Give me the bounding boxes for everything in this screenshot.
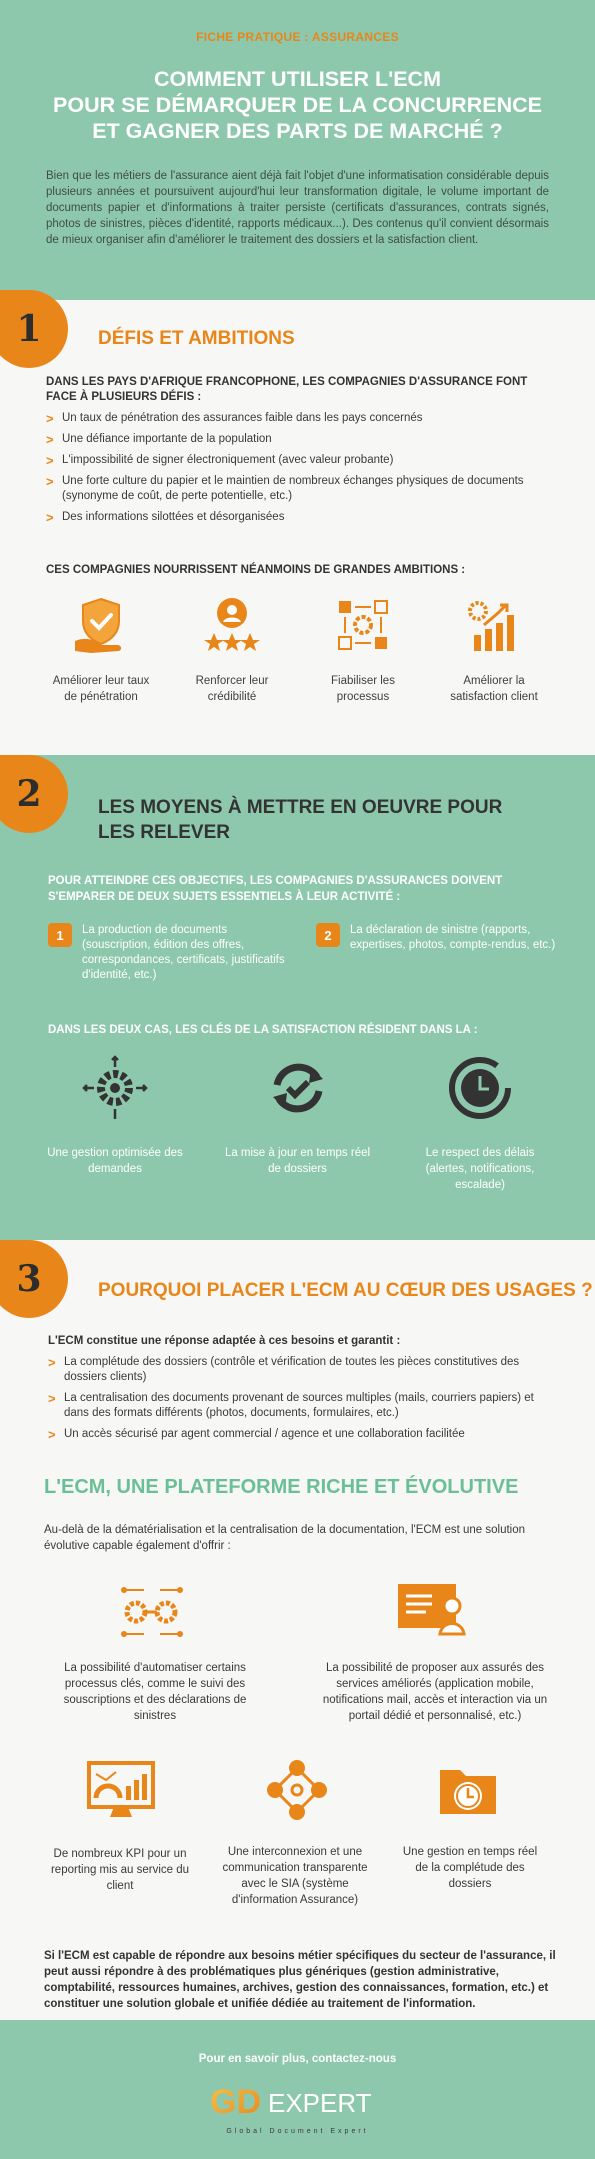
logo-tagline: Global Document Expert: [226, 2128, 369, 2135]
ambition-item: Fiabiliser les processus: [308, 595, 418, 705]
header-section: [0, 0, 595, 300]
page-title: [0, 66, 595, 144]
ambition-item: Améliorer leur taux de pénétration: [46, 595, 156, 705]
number-badge: 2: [316, 923, 340, 947]
title-line-1: COMMENT UTILISER L'ECM: [154, 67, 441, 91]
section-number-1: 1: [0, 290, 68, 368]
footer-section: [0, 2020, 595, 2159]
svg-text:GD: GD: [209, 2083, 261, 2121]
presentation-board-icon: [396, 1580, 468, 1636]
ambition-item: Renforcer leur crédibilité: [177, 595, 287, 705]
platform-intro: Au-delà de la dématérialisation et la centralisation de la documentation, l'ECM est une solution évolutive capable également d'offrir :: [44, 1524, 526, 1552]
arrow-bullet-icon: >: [46, 453, 54, 468]
shield-hand-icon: [71, 595, 131, 655]
automation-gears-icon: [120, 1580, 184, 1644]
network-nodes-icon: [265, 1758, 329, 1822]
svg-text:EXPERT: EXPERT: [267, 2088, 372, 2118]
section-defis: [0, 300, 595, 755]
feature-completeness: Une gestion en temps réel de la complétude des dossiers: [402, 1846, 538, 1890]
section-pourquoi: [0, 1240, 595, 2020]
arrow-bullet-icon: >: [46, 510, 54, 525]
section-3-subtitle: L'ECM constitue une réponse adaptée à ces besoins et garantit :: [48, 1335, 401, 1347]
list-item: > Une forte culture du papier et le maintien de nombreux échanges physiques de documents (synonyme de coût, de perte potentielle, etc.): [46, 474, 524, 502]
key-item: La mise à jour en temps réel de dossiers: [223, 1055, 373, 1193]
user-stars-icon: [202, 595, 262, 655]
number-badge: 1: [48, 923, 72, 947]
challenge-list: [46, 411, 555, 525]
list-item: > Des informations silottées et désorganisées: [46, 510, 285, 525]
section-1-title: DÉFIS ET AMBITIONS: [98, 328, 295, 349]
key-item: Une gestion optimisée des demandes: [40, 1055, 190, 1193]
intro-paragraph: Bien que les métiers de l'assurance aient déjà fait l'objet d'une informatisation considérable depuis plusieurs années et poursuivent aujourd'hui leur transformation digitale, le volume important de documents papier et d'informations à traiter persiste (certificats d'assurances, contrats signés, photos de sinistres, pièces d'identité, rapports médicaux...). Des contenus qu'il convient désormais de mieux organiser afin d'améliorer le traitement des dossiers et la satisfaction client.: [46, 170, 549, 246]
list-item: > La centralisation des documents provenant de sources multiples (mails, courriers papiers) et dans des formats différents (photos, documents, formulaires, etc.): [48, 1391, 534, 1419]
feature-kpi: De nombreux KPI pour un reporting mis au service du client: [50, 1848, 190, 1892]
title-line-2: POUR SE DÉMARQUER DE LA CONCURRENCE: [53, 93, 542, 117]
section-2-title: LES MOYENS À METTRE EN OEUVRE POUR LES RELEVER: [98, 797, 503, 843]
arrow-bullet-icon: >: [46, 411, 54, 426]
keys-icons: [40, 1055, 555, 1193]
kpi-monitor-icon: [86, 1760, 156, 1820]
platform-title: L'ECM, UNE PLATEFORME RICHE ET ÉVOLUTIVE: [44, 1476, 519, 1498]
logo-image: [208, 2081, 388, 2121]
growth-chart-icon: [464, 595, 524, 655]
list-item: > Une défiance importante de la population: [46, 432, 272, 447]
gdexpert-logo[interactable]: [198, 2081, 398, 2135]
list-item: > Un taux de pénétration des assurances faible dans les pays concernés: [46, 411, 423, 426]
arrow-bullet-icon: >: [46, 432, 54, 447]
feature-services: La possibilité de proposer aux assurés des services améliorés (application mobile, notifications mail, accès et interaction via un portail dédié et personnalisé, etc.): [322, 1662, 548, 1722]
ambitions-title: CES COMPAGNIES NOURRISSENT NÉANMOINS DE GRANDES AMBITIONS :: [46, 564, 466, 576]
contact-cta[interactable]: Pour en savoir plus, contactez-nous: [198, 2053, 397, 2065]
feature-interconnection: Une interconnexion et une communication transparente avec le SIA (système d'information Assurance): [222, 1846, 368, 1906]
arrow-bullet-icon: >: [48, 1391, 56, 1406]
clock-icon: [447, 1055, 513, 1121]
choice-item-2: 2 La déclaration de sinistre (rapports, expertises, photos, compte-rendus, etc.): [316, 923, 556, 953]
refresh-check-icon: [265, 1055, 331, 1121]
gear-arrows-icon: [82, 1055, 148, 1121]
process-cycle-icon: [333, 595, 393, 655]
choice-item-1: 1 La production de documents (souscription, édition des offres, correspondances, certificats, justificatifs d'identité, etc.): [48, 923, 288, 983]
feature-automation: La possibilité d'automatiser certains processus clés, comme le suivi des souscriptions et des déclarations de sinistres: [63, 1662, 247, 1722]
keys-title: DANS LES DEUX CAS, LES CLÉS DE LA SATISFACTION RÉSIDENT DANS LA :: [48, 1024, 478, 1036]
list-item: > Un accès sécurisé par agent commercial / agence et une collaboration facilitée: [48, 1427, 465, 1442]
arrow-bullet-icon: >: [46, 474, 54, 489]
header-kicker: FICHE PRATIQUE : ASSURANCES: [196, 30, 399, 44]
key-item: Le respect des délais (alertes, notifications, escalade): [405, 1055, 555, 1193]
list-item: > L'impossibilité de signer électroniquement (avec valeur probante): [46, 453, 394, 468]
section-1-subtitle: DANS LES PAYS D'AFRIQUE FRANCOPHONE, LES COMPAGNIES D'ASSURANCE FONT FACE À PLUSIEURS DÉFIS :: [46, 376, 528, 403]
ambition-item: Améliorer la satisfaction client: [439, 595, 549, 705]
section-2-subtitle: POUR ATTEINDRE CES OBJECTIFS, LES COMPAGNIES D'ASSURANCES DOIVENT S'EMPARER DE DEUX SUJETS ESSENTIELS À LEUR ACTIVITÉ :: [48, 875, 503, 903]
section-3-title: POURQUOI PLACER L'ECM AU CŒUR DES USAGES ?: [98, 1280, 593, 1301]
section-number-2: 2: [0, 755, 68, 833]
section-moyens: [0, 755, 595, 1240]
conclusion-paragraph: Si l'ECM est capable de répondre aux besoins métier spécifiques du secteur de l'assurance, il peut aussi répondre à des problématiques plus génériques (gestion administrative, comptabilité, ressources humaines, archives, gestion des connaissances, formation, etc.) et constituer une solution globale et unifiée dédiée au traitement de l'information.: [44, 1950, 556, 2010]
arrow-bullet-icon: >: [48, 1427, 56, 1442]
list-item: > La complétude des dossiers (contrôle et vérification de toutes les pièces constitutives des dossiers clients): [48, 1355, 520, 1383]
folder-clock-icon: [438, 1760, 498, 1820]
title-line-3: ET GAGNER DES PARTS DE MARCHÉ ?: [92, 119, 503, 143]
arrow-bullet-icon: >: [48, 1355, 56, 1370]
ambitions-icons: [46, 595, 549, 705]
section-number-3: 3: [0, 1240, 68, 1318]
